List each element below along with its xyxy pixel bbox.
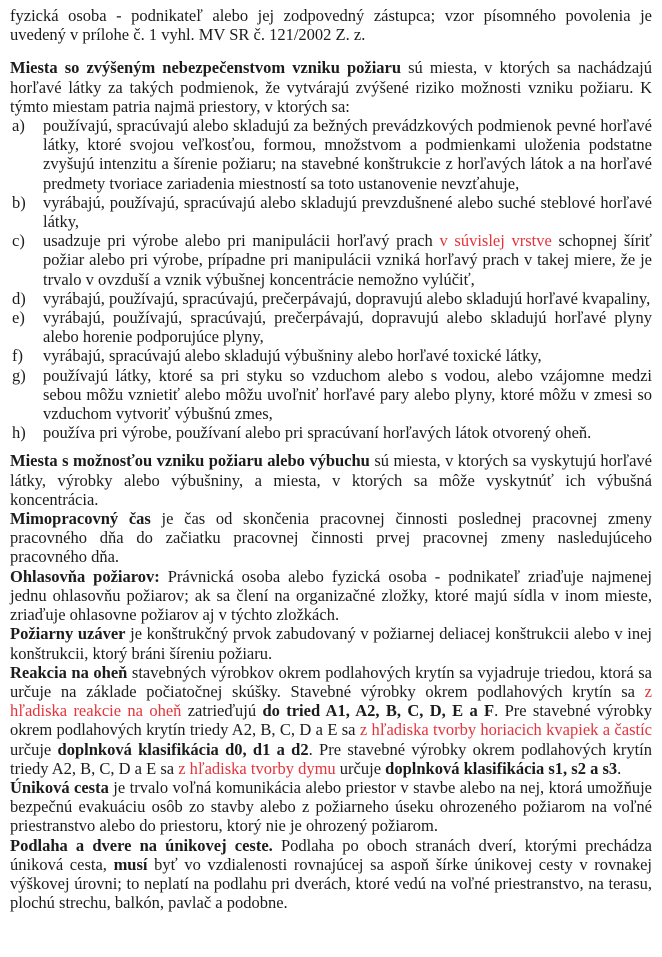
text-run: vyrábajú, spracúvajú alebo skladujú výbušniny alebo horľavé toxické látky,	[43, 346, 542, 366]
definition-term: Ohlasovňa požiarov:	[10, 566, 160, 586]
text-run: fyzická osoba - podnikateľ alebo jej zodpovedný zástupca; vzor písomného povolenia je uvedený v prílohe č. 1 vyhl. MV SR č. 121/2002 Z. z.	[10, 6, 652, 45]
red-phrase: v súvislej vrstve	[439, 231, 552, 251]
text-run: .	[617, 758, 622, 778]
list-marker: f)	[12, 346, 23, 366]
text-run: je konštrukčný prvok zabudovaný v požiarnej deliacej konštrukcii alebo v inej konštrukcii, ktorý bráni šíreniu požiaru.	[10, 624, 652, 663]
definition-term: Požiarny uzáver	[10, 624, 126, 644]
paragraph-ohlasovna-poziarov	[10, 567, 652, 625]
text-run: používajú, spracúvajú alebo skladujú za bežných prevádzkových podmienok pevné horľavé látky, ktoré svojou veľkosťou, formou, množstvom a podmienkami uloženia podstatne zvyšujú intenzitu a šírenie požiaru; na stavebné konštrukcie z horľavých látok a na horľavé predmety tvoriace zariadenia miestností sa toto ustanovenie nevzťahuje,	[43, 116, 652, 193]
definition-term: Mimopracovný čas	[10, 509, 151, 529]
paragraph-unikova-cesta	[10, 778, 652, 836]
list-item-a	[10, 116, 652, 193]
bold-classes: do tried A1, A2, B, C, D, E a F	[262, 701, 495, 721]
list-marker: d)	[12, 288, 26, 308]
text-run: vyrábajú, používajú, spracúvajú alebo skladujú prevzdušnené alebo suché steblové horľavé látky,	[43, 192, 652, 232]
text-run: zatrieďujú	[181, 701, 263, 721]
list-marker: a)	[12, 116, 25, 136]
definition-term: Miesta so zvýšeným nebezpečenstvom vzniku požiaru	[10, 58, 402, 78]
text-run: sú miesta, v ktorých sa vyskytujú horľavé látky, výrobky alebo výbušniny, a miesta, v ktorých sa môže vyskytnúť ich výbušná koncentrácia.	[10, 451, 652, 509]
text-run: používajú látky, ktoré sa pri styku so vzduchom alebo s vodou, alebo vzájomne medzi sebou môžu vznietiť alebo môžu uvoľniť horľavé pary alebo plyny, ktoré môžu v zmesi so vzduchom vytvoriť výbušnú zmes,	[43, 365, 652, 424]
list-marker: h)	[12, 423, 26, 443]
text-run: . Pre stavebné výrobky okrem podlahových krytín triedy A2, B, C, D a E sa	[10, 739, 653, 778]
definition-term: Reakcia na oheň	[10, 662, 128, 682]
text-run: Právnická osoba alebo fyzická osoba - podnikateľ zriaďuje najmenej jednu ohlasovňu požiarov; ak sa člení na organizačné zložky, ktoré majú sídla v inom mieste, zriaďuje ohlasovne požiarov aj v týchto zložkách.	[10, 566, 652, 625]
list-item-f	[10, 346, 652, 365]
bold-classes: doplnková klasifikácia s1, s2 a s3	[385, 758, 618, 778]
paragraph-miesta-so-zvysenym	[10, 58, 652, 116]
bold-classes: doplnková klasifikácia d0, d1 a d2	[57, 739, 309, 759]
definition-term: Miesta s možnosťou vzniku požiaru alebo výbuchu	[10, 451, 370, 471]
definition-list	[10, 116, 652, 442]
list-marker: e)	[12, 308, 25, 328]
bold-emphasis: musí	[113, 854, 148, 874]
paragraph-miesta-s-moznostou	[10, 451, 652, 509]
text-run: schopnej šíriť požiar alebo pri výrobe, prípadne pri manipulácii vzniká horľavý prach v takej miere, že je trvalo v ovzduší a vznik výbušnej koncentrácie nemožno vylúčiť,	[43, 231, 652, 289]
text-run: . Pre stavebné výrobky okrem podlahových krytín triedy A2, B, C, D a E sa	[10, 701, 652, 740]
list-item-h	[10, 423, 652, 442]
text-run: používa pri výrobe, používaní alebo pri spracúvaní horľavých látok otvorený oheň.	[43, 423, 592, 443]
text-run: určuje	[335, 758, 386, 778]
paragraph-mimopracovny-cas	[10, 509, 652, 567]
text-run: Podlaha po oboch stranách dverí, ktorými prechádza úniková cesta,	[10, 835, 652, 874]
list-item-g	[10, 366, 652, 424]
list-item-b	[10, 193, 652, 231]
definition-term: Úniková cesta	[10, 777, 109, 797]
paragraph-poziarny-uzaver	[10, 624, 652, 662]
list-item-d	[10, 289, 652, 308]
definition-term: Podlaha a dvere na únikovej ceste.	[10, 835, 273, 855]
red-phrase: z hľadiska tvorby dymu	[178, 758, 336, 778]
text-run: stavebných výrobkov okrem podlahových krytín sa vyjadruje triedou, ktorá sa určuje na základe počiatočnej skúšky. Stavebné výrobky okrem podlahových krytín sa	[10, 662, 652, 701]
paragraph-reakcia-na-ohen	[10, 663, 652, 778]
text-run: vyrábajú, používajú, spracúvajú, prečerpávajú, dopravujú alebo skladujú horľavé plyny alebo horenie podporujúce plyny,	[43, 308, 652, 347]
list-item-e	[10, 308, 652, 346]
list-item-c	[10, 231, 652, 289]
list-marker: b)	[12, 192, 26, 212]
text-run: vyrábajú, používajú, spracúvajú, prečerpávajú, dopravujú alebo skladujú horľavé kvapaliny,	[43, 288, 651, 308]
text-run: byť vo vzdialenosti rovnajúcej sa aspoň šírke únikovej cesty v rovnakej výškovej úrovni; to neplatí na podlahu pri dverách, ktoré vedú na voľné priestranstvo, na terasu, plochú strechu, balkón, pavlač a podobne.	[10, 854, 652, 913]
red-phrase: z hľadiska tvorby horiacich kvapiek a častíc	[359, 720, 652, 740]
list-marker: g)	[12, 365, 26, 385]
text-run: sú miesta, v ktorých sa nachádzajú horľavé látky za takých podmienok, že vytvárajú zvýšené riziko možnosti vzniku požiaru. K týmto miestam patria najmä priestory, v ktorých sa:	[10, 58, 652, 116]
text-run: je trvalo voľná komunikácia alebo priestor v stavbe alebo na nej, ktorá umožňuje bezpečnú evakuáciu osôb zo stavby alebo z požiarneho úseku ohrozeného požiarom na voľné priestranstvo alebo do priestoru, ktorý nie je ohrozený požiarom.	[10, 777, 652, 836]
text-run: je čas od skončenia pracovnej činnosti poslednej pracovnej zmeny pracovného dňa do začiatku pracovnej činnosti prvej pracovnej zmeny nasledujúceho pracovného dňa.	[10, 509, 653, 567]
text-run: usadzuje pri výrobe alebo pri manipulácii horľavý prach	[43, 231, 440, 251]
list-marker: c)	[12, 231, 25, 251]
paragraph-intro	[10, 6, 652, 44]
red-phrase: z hľadiska reakcie na oheň	[10, 681, 652, 721]
text-run: určuje	[10, 739, 58, 759]
paragraph-podlaha-a-dvere	[10, 836, 652, 913]
